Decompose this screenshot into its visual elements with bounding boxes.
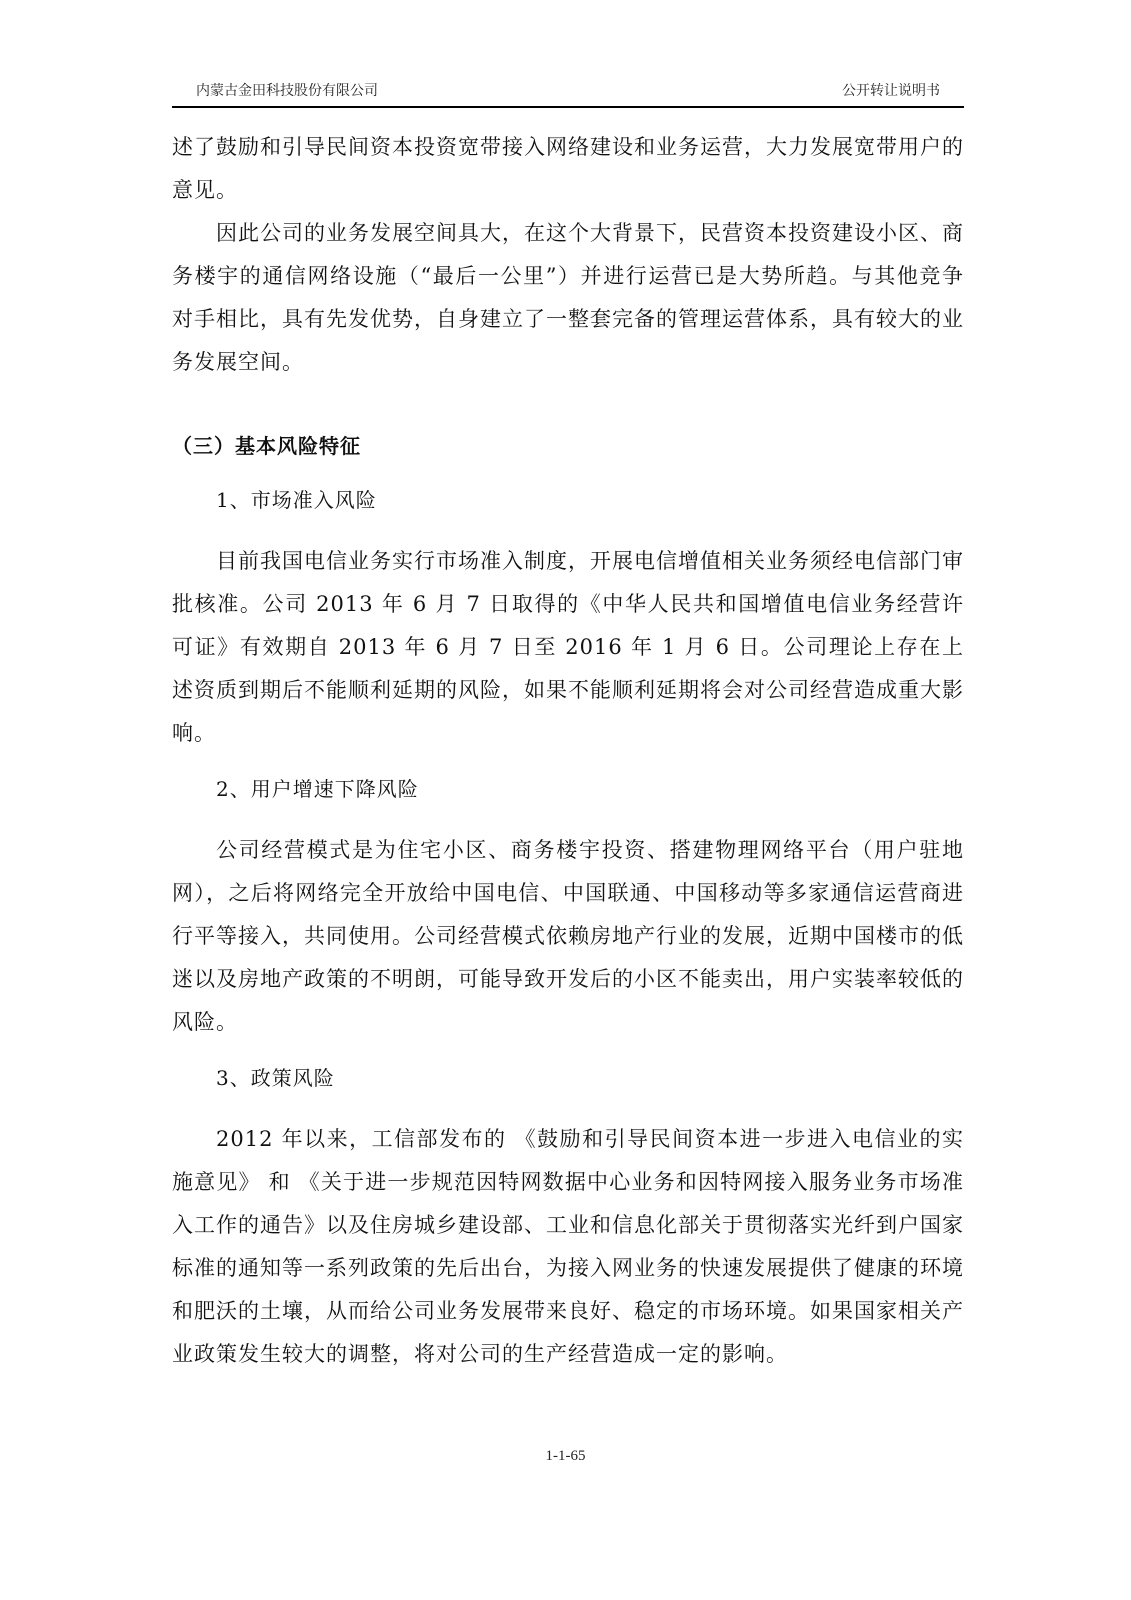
spacer: [172, 1044, 964, 1058]
risk-text-market-access: 目前我国电信业务实行市场准入制度，开展电信增值相关业务须经电信部门审批核准。公司 2013 年 6 月 7 日取得的《中华人民共和国增值电信业务经营许可证》有效期自 2013 年 6 月 7 日至 2016 年 1 月 6 日。公司理论上存在上述资质到期后不能顺利延期的风险，如果不能顺利延期将会对公司经营造成重大影响。: [172, 549, 964, 745]
risk-heading-market-access: 1、市场准入风险: [216, 488, 377, 512]
paragraph-continued: 述了鼓励和引导民间资本投资宽带接入网络建设和业务运营，大力发展宽带用户的意见。: [172, 135, 964, 202]
risk-text-policy: 2012 年以来，工信部发布的 《鼓励和引导民间资本进一步进入电信业的实施意见》 和 《关于进一步规范因特网数据中心业务和因特网接入服务业务市场准入工作的通告》以及住房城乡建设部、工业和信息化部关于贯彻落实光纤到户国家标准的通知等一系列政策的先后出台，为接入网业务的快速发展提供了健康的环境和肥沃的土壤，从而给公司业务发展带来良好、稳定的市场环境。如果国家相关产业政策发生较大的调整，将对公司的生产经营造成一定的影响。: [172, 1127, 964, 1366]
spacer: [172, 1098, 964, 1118]
section-heading: （三）基本风险特征: [172, 434, 361, 458]
header-document-type: 公开转让说明书: [842, 83, 940, 99]
risk-heading-policy: 3、政策风险: [216, 1066, 335, 1090]
spacer: [172, 384, 964, 426]
spacer: [172, 466, 964, 480]
paragraph-opportunity: 因此公司的业务发展空间具大，在这个大背景下，民营资本投资建设小区、商务楼宇的通信网络设施（“最后一公里”）并进行运营已是大势所趋。与其他竞争对手相比，具有先发优势，自身建立了一整套完备的管理运营体系，具有较大的业务发展空间。: [172, 221, 964, 374]
risk-text-user-growth: 公司经营模式是为住宅小区、商务楼宇投资、搭建物理网络平台（用户驻地网），之后将网络完全开放给中国电信、中国联通、中国移动等多家通信运营商进行平等接入，共同使用。公司经营模式依赖房地产行业的发展，近期中国楼市的低迷以及房地产政策的不明朗，可能导致开发后的小区不能卖出，用户实装率较低的风险。: [172, 838, 964, 1034]
spacer: [172, 755, 964, 769]
header-company-name: 内蒙古金田科技股份有限公司: [196, 83, 378, 99]
spacer: [172, 520, 964, 540]
page-number: 1-1-65: [545, 1448, 586, 1464]
document-body: [172, 126, 964, 1376]
page-header: [172, 78, 964, 108]
risk-heading-user-growth: 2、用户增速下降风险: [216, 777, 419, 801]
spacer: [172, 809, 964, 829]
